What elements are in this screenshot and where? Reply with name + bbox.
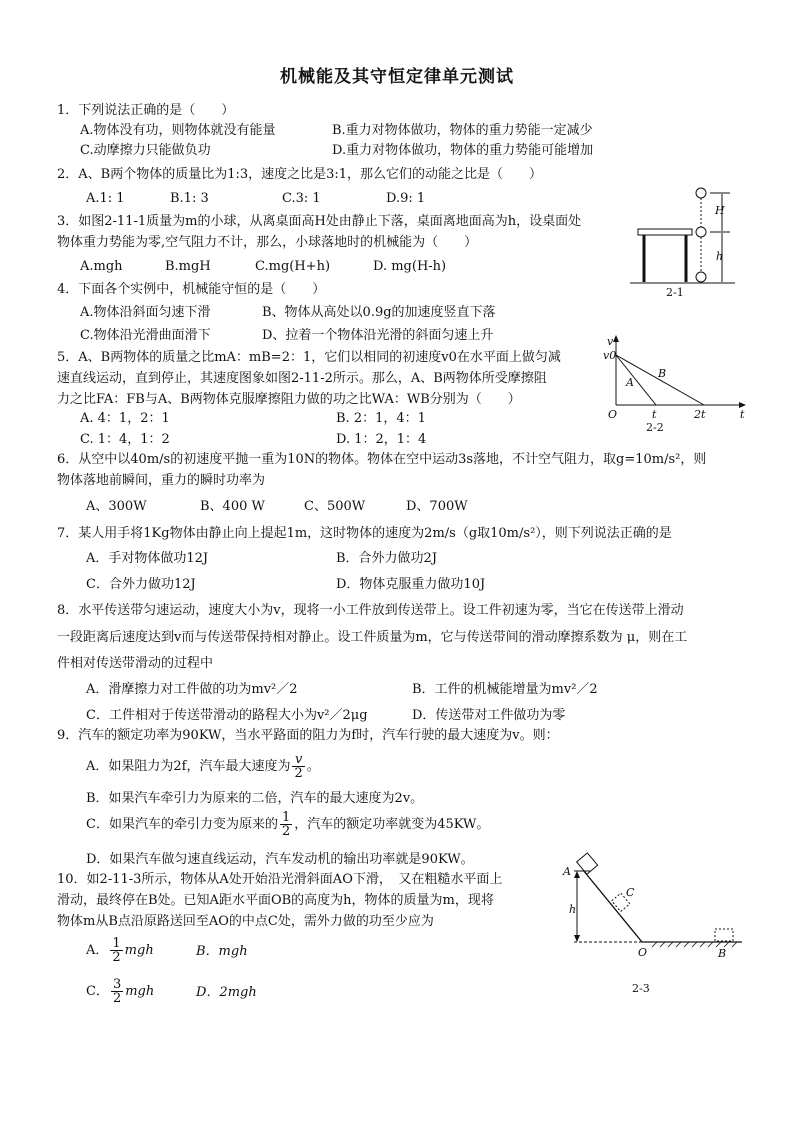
figure-2-2-axis-t: t [740,408,745,421]
q2-option-a: A.1: 1 [86,191,125,206]
q10-option-b: B．mgh [196,944,248,959]
q2-option-b: B.1: 3 [170,191,209,206]
q7-option-b: B．合外力做功2J [336,551,438,566]
q10-line3: 物体m从B点沿原路送回至AO的中点C处，需外力做的功至少应为 [57,914,434,929]
q4-stem: 4．下面各个实例中，机械能守恒的是（ ） [57,282,326,297]
q10-option-c-tail: mgh [125,984,155,999]
q1-option-b: B.重力对物体做功，物体的重力势能一定减少 [332,123,593,138]
figure-2-2-label-v0: v0 [603,349,617,362]
figure-2-2-axis-v: v [607,335,614,348]
q5-option-a: A. 4：1，2：1 [80,411,170,426]
q1-option-d: D.重力对物体做功，物体的重力势能可能增加 [332,143,594,158]
q10-option-a-tail: mgh [124,943,154,958]
q9-option-c-numerator: 1 [281,810,291,825]
q3-option-d: D. mg(H-h) [373,259,447,274]
q8-option-b: B．工件的机械能增量为mv²／2 [412,682,598,697]
q5-line3: 力之比FA：FB与A、B两物体克服摩擦阻力做的功之比WA：WB分别为（ ） [57,392,521,407]
page-title: 机械能及其守恒定律单元测试 [280,67,514,87]
figure-2-3-label-O: O [638,946,648,959]
figure-2-2-tick-2t: 2t [694,408,706,421]
q10-option-a-numerator: 1 [112,936,121,951]
q8-option-a: A．滑摩擦力对工件做的功为mv²／2 [86,682,298,697]
figure-2-3-label-A: A [563,865,571,878]
q10-option-d: D．2mgh [196,985,257,1000]
q10-option-a-denominator: 2 [112,950,121,965]
q10-line2: 滑动，最终停在B处。已知A距水平面OB的高度为h，物体的质量为m，现将 [57,893,494,908]
q3-line2: 物体重力势能为零,空气阻力不计，那么，小球落地时的机械能为（ ） [57,235,478,250]
q10-option-c-label: C． [86,984,109,999]
figure-2-3 [560,855,750,1000]
q8-line2: 一段距离后速度达到v而与传送带保持相对静止。设工件质量为m，它与传送带间的滑动摩擦系数为 μ，则在工 [57,630,688,645]
figure-2-2-tick-t: t [652,408,657,421]
figure-2-1-caption: 2-1 [666,286,684,299]
q3-line1: 3．如图2-11-1质量为m的小球，从离桌面高H处由静止下落，桌面离地面高为h，设桌面处 [57,214,582,229]
q2-option-c: C.3: 1 [282,191,321,206]
q3-option-b: B.mgH [165,259,211,274]
figure-2-2-origin: O [608,408,618,421]
q4-option-c: C.物体沿光滑曲面滑下 [80,328,211,343]
q6-option-c: C、500W [304,499,366,514]
q10-option-c-fraction [111,978,123,1005]
q9-option-a-fraction [292,753,304,780]
q10-option-a-label: A． [86,943,109,958]
q1-stem: 1．下列说法正确的是（ ） [57,103,235,118]
q9-option-c-fraction [280,811,292,838]
q4-option-a: A.物体沿斜面匀速下滑 [80,305,211,320]
q10-option-c-denominator: 2 [112,991,122,1006]
q9-option-a-denominator: 2 [294,766,303,781]
q6-line1: 6．从空中以40m/s的初速度平抛一重为10N的物体。物体在空中运动3s落地，不计空气阻力，取g=10m/s²，则 [57,452,707,467]
figure-2-3-label-h: h [569,903,577,916]
q7-option-a: A．手对物体做功12J [86,551,209,566]
q9-option-a-text: A．如果阻力为2f，汽车最大速度为 [86,759,291,774]
q5-line2: 速直线运动，直到停止，其速度图象如图2-11-2所示。那么，A、B两物体所受摩擦阻 [57,371,547,386]
q10-option-a-fraction [110,937,122,964]
q7-option-c: C．合外力做功12J [86,577,196,592]
q9-option-a-numerator: v [292,753,304,767]
q8-option-c: C．工件相对于传送带滑动的路程大小为v²／2μg [86,708,368,723]
q8-line3: 件相对传送带滑动的过程中 [57,656,214,671]
q10-option-a [86,934,154,968]
q9-option-c-text: C．如果汽车的牵引力变为原来的 [86,817,278,832]
q4-option-d: D、拉着一个物体沿光滑的斜面匀速上升 [262,328,494,343]
figure-2-2 [600,335,750,435]
q10-line1: 10．如2-11-3所示，物体从A处开始沿光滑斜面AO下滑， 又在粗糙水平面上 [57,872,503,887]
figure-2-3-label-C: C [626,886,635,899]
q5-option-b: B. 2：1，4：1 [336,411,426,426]
q5-line1: 5．A、B两物体的质量之比mA：mB=2：1，它们以相同的初速度v0在水平面上做匀减 [57,350,561,365]
q6-option-b: B、400 W [200,499,265,514]
figure-2-2-line-A: A [626,376,634,389]
q9-option-b: B．如果汽车牵引力为原来的二倍，汽车的最大速度为2v。 [86,791,424,806]
q9-option-c [86,810,489,840]
q9-option-d: D．如果汽车做匀速直线运动，汽车发动机的输出功率就是90KW。 [86,852,474,867]
q1-option-a: A.物体没有功，则物体就没有能量 [80,123,276,138]
q10-option-c-numerator: 3 [112,977,122,992]
q10-option-c [86,975,154,1009]
q5-option-d: D. 1：2，1：4 [336,432,427,447]
figure-2-1-label-h: h [716,250,724,263]
q2-option-d: D.9: 1 [386,191,426,206]
figure-2-1-label-H: H [715,204,725,217]
q7-option-d: D．物体克服重力做功10J [336,577,486,592]
figure-2-1 [630,180,740,300]
q6-option-d: D、700W [406,499,468,514]
q6-option-a: A、300W [86,499,147,514]
q8-line1: 8．水平传送带匀速运动，速度大小为v，现将一小工件放到传送带上。设工件初速为零，当它在传送带上滑动 [57,603,684,618]
q9-option-a-tail: 。 [306,759,320,774]
q1-option-c: C.动摩擦力只能做负功 [80,143,211,158]
q8-option-d: D．传送带对工件做功为零 [412,708,566,723]
figure-2-3-caption: 2-3 [632,982,650,995]
q9-option-a [86,752,320,782]
figure-2-3-label-B: B [718,947,727,960]
q7-stem: 7．某人用手将1Kg物体由静止向上提起1m，这时物体的速度为2m/s（g取10m/s²），则下列说法正确的是 [57,526,672,541]
q9-option-c-tail: ，汽车的额定功率就变为45KW。 [294,817,490,832]
q5-option-c: C. 1：4，1：2 [80,432,170,447]
q3-option-a: A.mgh [80,259,123,274]
q3-option-c: C.mg(H+h) [255,259,331,274]
q6-line2: 物体落地前瞬间，重力的瞬时功率为 [57,473,266,488]
q9-stem: 9．汽车的额定功率为90KW，当水平路面的阻力为f时，汽车行驶的最大速度为v。则： [57,728,559,743]
figure-2-2-line-B: B [658,367,667,380]
q2-stem: 2．A、B两个物体的质量比为1:3，速度之比是3:1，那么它们的动能之比是（ ） [57,167,543,182]
q4-option-b: B、物体从高处以0.9g的加速度竖直下落 [262,305,496,320]
q9-option-c-denominator: 2 [281,824,291,839]
figure-2-2-caption: 2-2 [646,421,664,434]
